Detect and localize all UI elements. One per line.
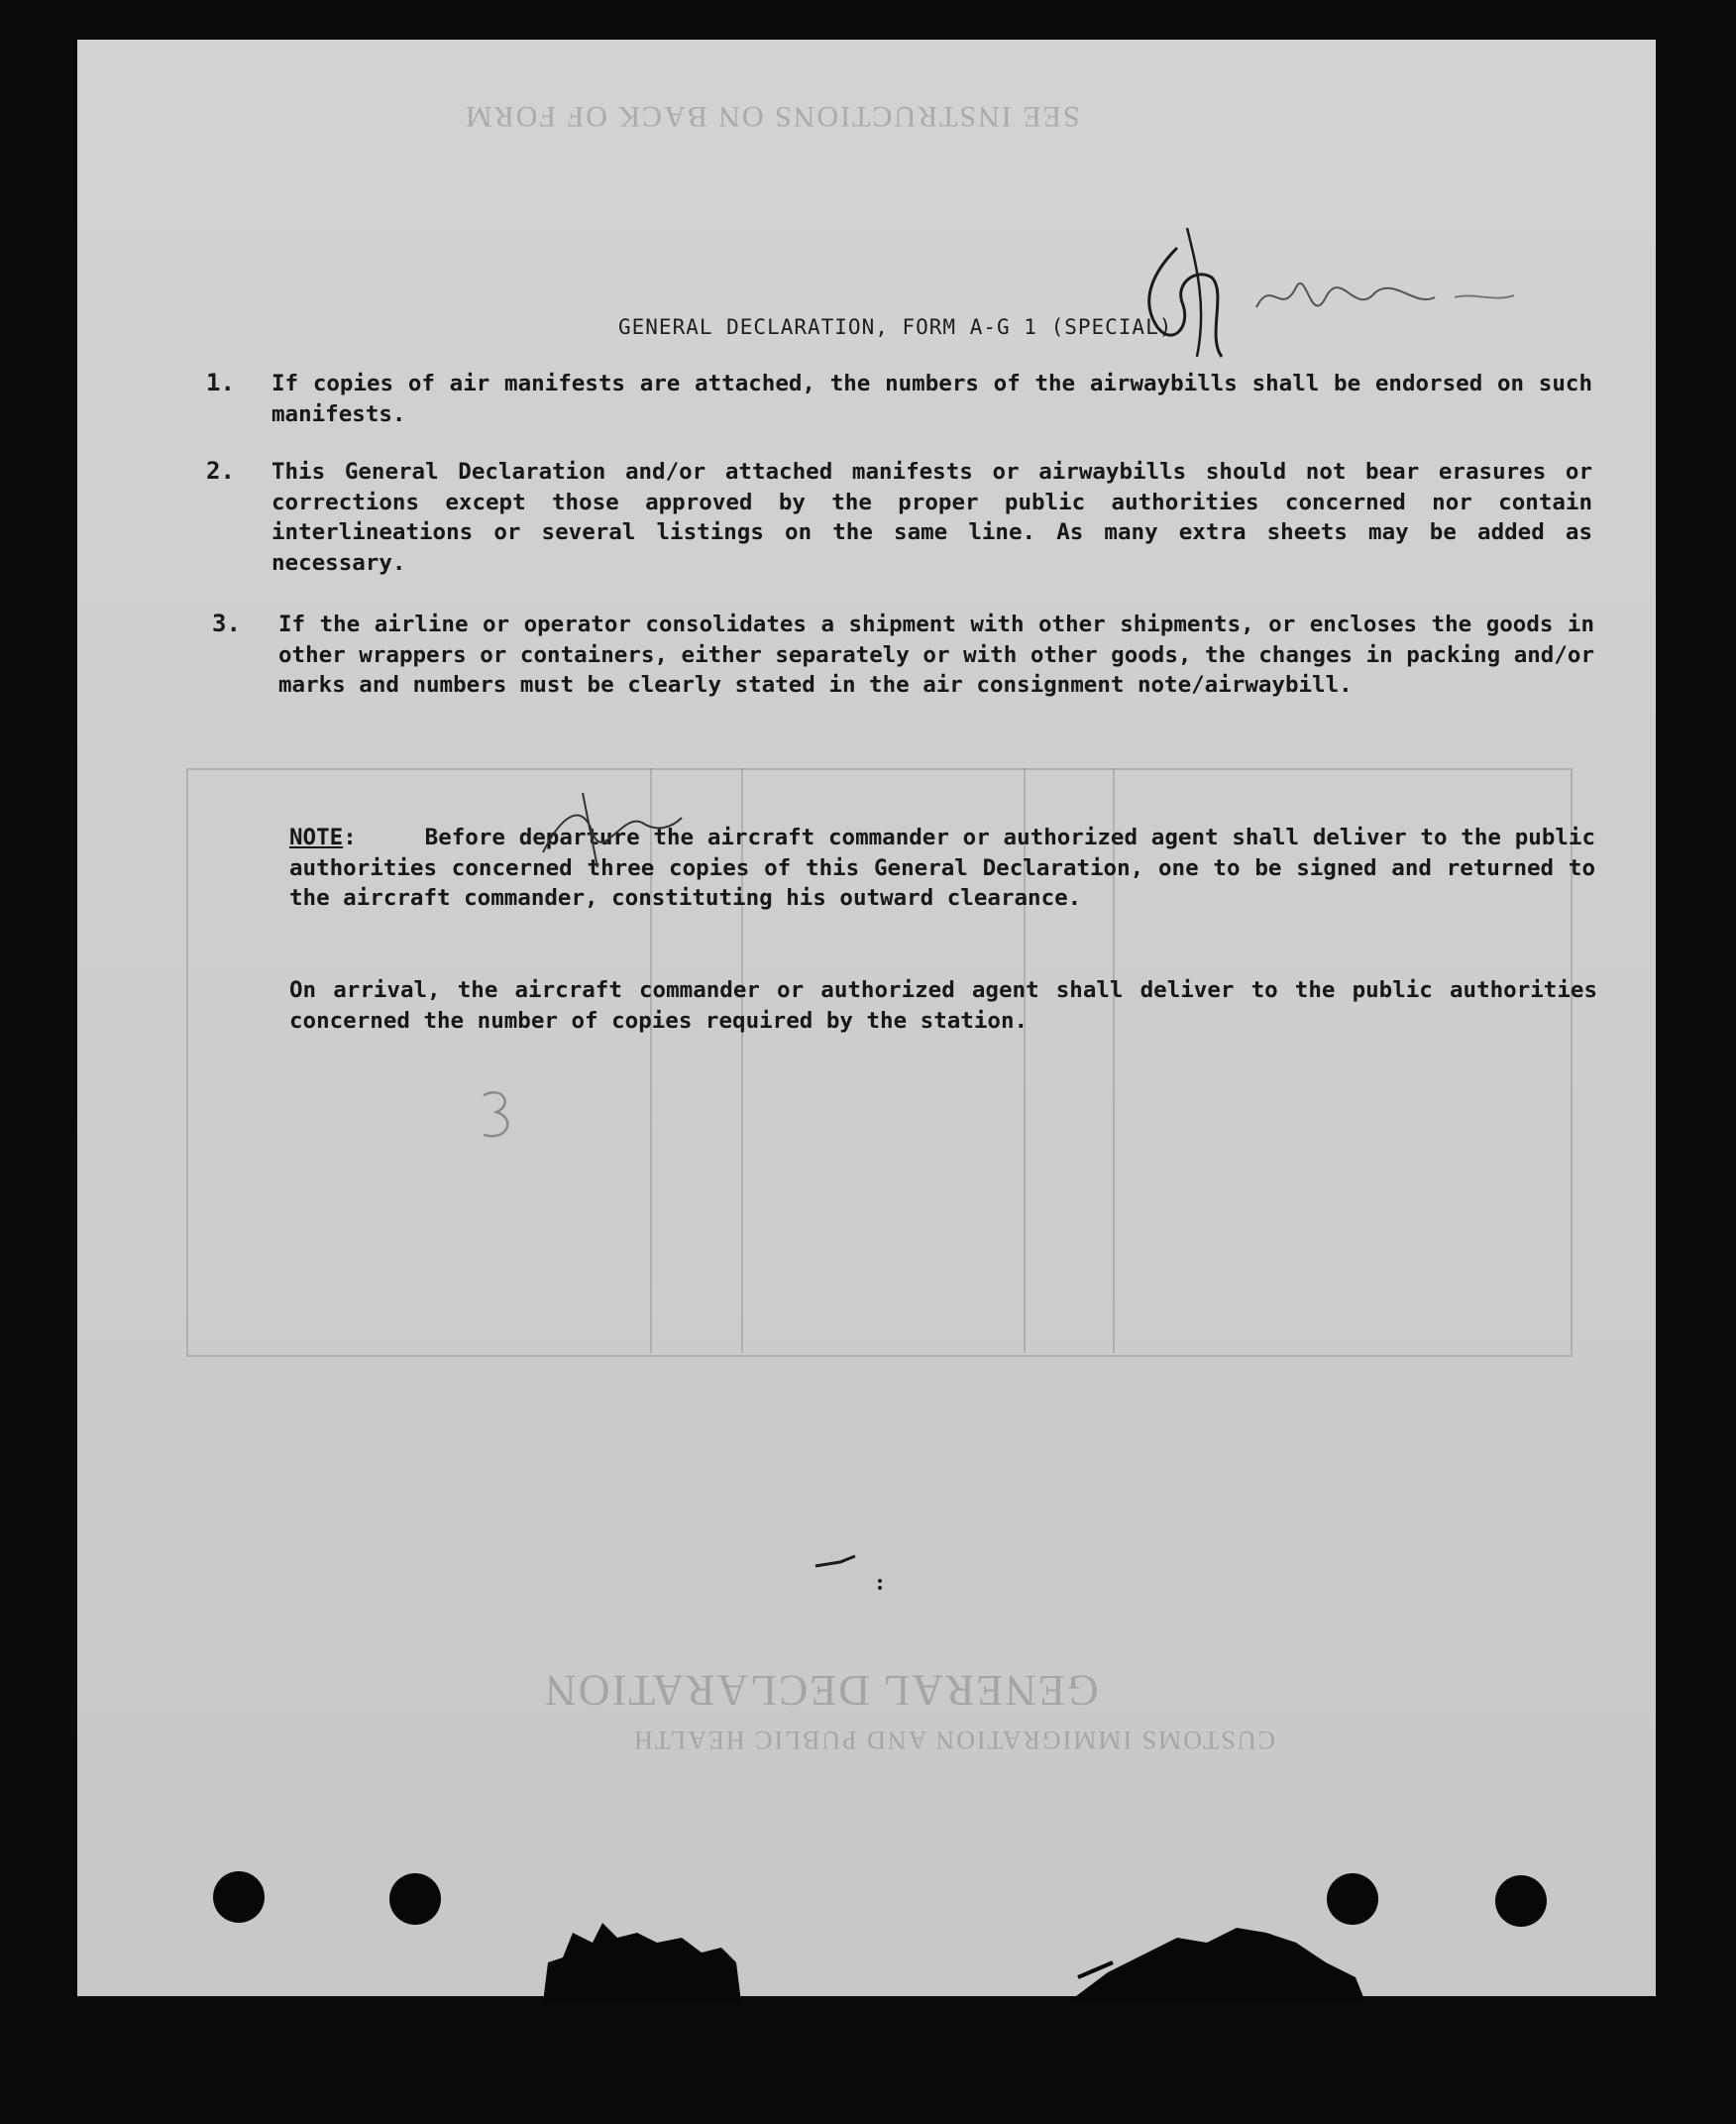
note-text: Before departure the aircraft commander or authorized agent shall deliver to the public authorities concerned three copies of this General Declaration, one to be signed and returned to the aircraft commander, constituting his outward clearance.	[289, 825, 1596, 911]
arrival-paragraph: On arrival, the aircraft commander or authorized agent shall deliver to the public authorities concerned the number of copies required by the station.	[289, 977, 1597, 1034]
note-label: NOTE	[289, 825, 344, 850]
handwritten-initials	[1098, 208, 1633, 367]
item-2-number: 2.	[206, 457, 235, 485]
punch-hole	[389, 1873, 441, 1925]
item-1-text: If copies of air manifests are attached, the numbers of the airwaybills shall be endorsed on such manifests.	[271, 371, 1592, 427]
form-title: GENERAL DECLARATION, FORM A-G 1 (SPECIAL)	[618, 315, 1173, 339]
bleed-through-text: SEE INSTRUCTIONS ON BACK OF FORM	[464, 100, 1080, 133]
bleed-through-text: GENERAL DECLARATION	[543, 1666, 1099, 1715]
item-2-text: This General Declaration and/or attached manifests or airwaybills should not bear erasures or corrections except those approved by the proper public authorities concerned nor contain interlineations or several listings on the same line. As many extra sheets may be added as necessary.	[271, 459, 1592, 576]
ink-speck	[811, 1526, 900, 1596]
item-3-number: 3.	[212, 610, 241, 637]
punch-hole	[1495, 1875, 1547, 1927]
handwritten-mark	[523, 773, 692, 892]
item-1-number: 1.	[206, 369, 235, 396]
bleed-through-text: CUSTOMS IMMIGRATION AND PUBLIC HEALTH	[632, 1726, 1275, 1754]
note-paragraph: NOTE: Before departure the aircraft commander or authorized agent shall deliver to the public authorities concerned three copies of this General Declaration, one to be signed and returned to the aircraft commander, constituting his outward clearance.	[289, 825, 1596, 911]
damage-mark	[543, 1903, 801, 2002]
damage-mark	[1068, 1883, 1484, 2002]
punch-hole	[213, 1871, 265, 1923]
document-page	[77, 40, 1656, 1996]
handwritten-digit	[469, 1080, 528, 1150]
item-3-text: If the airline or operator consolidates a shipment with other shipments, or encloses the goods in other wrappers or containers, either separately or with other goods, the changes in packing and/or marks and numbers must be clearly stated in the air consignment note/airwaybill.	[278, 612, 1594, 698]
